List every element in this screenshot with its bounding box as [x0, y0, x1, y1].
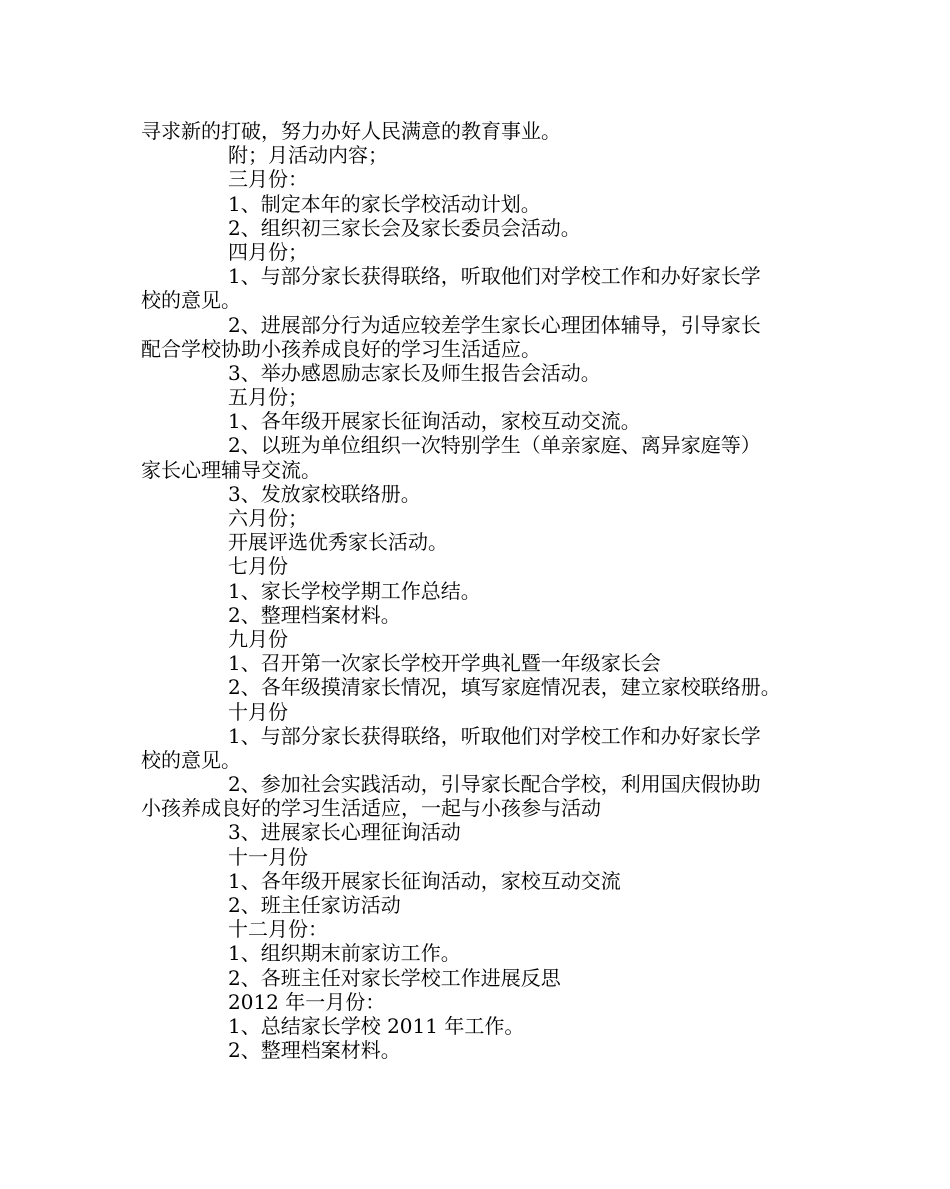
text-line: 2、各班主任对家长学校工作进展反思	[228, 965, 561, 990]
text-line: 十月份	[228, 699, 288, 724]
text-line: 1、召开第一次家长学校开学典礼暨一年级家长会	[228, 651, 661, 676]
text-line: 十二月份：	[228, 917, 328, 942]
text-line: 2、参加社会实践活动，引导家长配合学校，利用国庆假协助	[228, 772, 761, 797]
text-line: 1、总结家长学校 2011 年工作。	[228, 1013, 525, 1038]
text-line: 1、各年级开展家长征询活动，家校互动交流。	[228, 409, 641, 434]
text-line: 2、班主任家访活动	[228, 893, 401, 917]
text-line: 家长心理辅导交流。	[141, 457, 321, 482]
text-line: 2、整理档案材料。	[228, 1038, 401, 1063]
text-line: 附；月活动内容；	[228, 143, 388, 168]
text-line: 1、组织期末前家访工作。	[228, 941, 461, 966]
text-line: 1、与部分家长获得联络，听取他们对学校工作和办好家长学	[228, 723, 761, 748]
text-line: 七月份	[228, 554, 288, 579]
text-line: 2、组织初三家长会及家长委员会活动。	[228, 215, 581, 240]
text-line: 3、举办感恩励志家长及师生报告会活动。	[228, 360, 601, 385]
text-line: 2、整理档案材料。	[228, 602, 401, 627]
text-line: 小孩养成良好的学习生活适应，一起与小孩参与活动	[141, 796, 601, 821]
text-line: 四月份；	[228, 239, 308, 264]
text-line: 十一月份	[228, 844, 308, 869]
text-line: 3、进展家长心理征询活动	[228, 820, 461, 845]
text-line: 2、各年级摸清家长情况，填写家庭情况表，建立家校联络册。	[228, 675, 781, 700]
text-line: 1、制定本年的家长学校活动计划。	[228, 191, 541, 216]
text-line: 五月份；	[228, 385, 308, 410]
text-line: 2、以班为单位组织一次特别学生（单亲家庭、离异家庭等）	[228, 433, 761, 458]
text-line: 1、各年级开展家长征询活动，家校互动交流	[228, 868, 621, 893]
text-line: 寻求新的打破，努力办好人民满意的教育事业。	[141, 119, 561, 143]
text-line: 2、进展部分行为适应较差学生家长心理团体辅导，引导家长	[228, 312, 761, 337]
text-line: 1、家长学校学期工作总结。	[228, 578, 481, 603]
text-line: 校的意见。	[141, 288, 241, 313]
text-line: 校的意见。	[141, 747, 241, 772]
document-body	[141, 119, 816, 1062]
text-line: 九月份	[228, 626, 288, 651]
text-line: 六月份；	[228, 506, 308, 530]
text-line: 2012 年一月份：	[228, 989, 386, 1014]
text-line: 三月份：	[228, 167, 308, 192]
text-line: 1、与部分家长获得联络，听取他们对学校工作和办好家长学	[228, 264, 761, 289]
text-line: 配合学校协助小孩养成良好的学习生活适应。	[141, 336, 541, 361]
text-line: 开展评选优秀家长活动。	[228, 530, 448, 555]
text-line: 3、发放家校联络册。	[228, 481, 421, 506]
